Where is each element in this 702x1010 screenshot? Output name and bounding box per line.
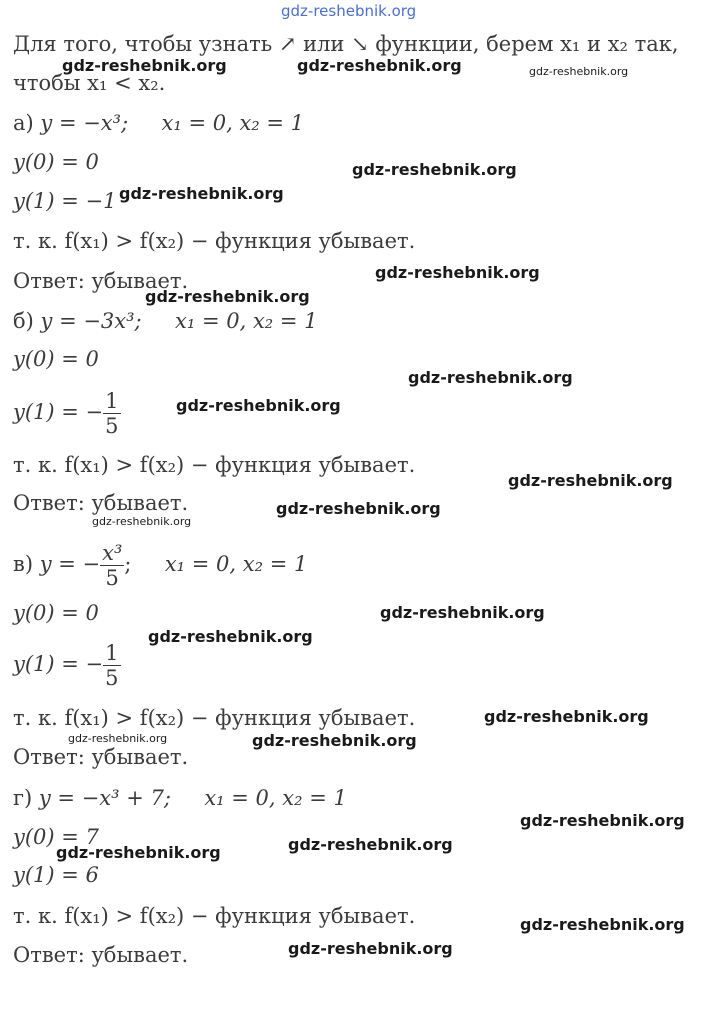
part-c-label: в) [13, 552, 34, 576]
part-c-reason: т. к. f(x₁) > f(x₂) − функция убывает. [13, 706, 416, 730]
watermark: gdz-reshebnik.org [352, 160, 517, 179]
watermark: gdz-reshebnik.org [148, 627, 313, 646]
part-b-reason: т. к. f(x₁) > f(x₂) − функция убывает. [13, 453, 416, 477]
watermark: gdz-reshebnik.org [56, 843, 221, 862]
watermark: gdz-reshebnik.org [380, 603, 545, 622]
part-c-y1-fraction [103, 641, 120, 690]
part-d-y0: y(0) = 7 [13, 825, 99, 849]
part-b-points: x₁ = 0, x₂ = 1 [175, 309, 318, 333]
watermark: gdz-reshebnik.org [375, 263, 540, 282]
part-c-formula-fraction [100, 541, 124, 590]
part-a-formula: y = −x³; [40, 111, 129, 135]
part-b-answer: Ответ: убывает. [13, 491, 189, 515]
watermark: gdz-reshebnik.org [520, 915, 685, 934]
part-c-points: x₁ = 0, x₂ = 1 [164, 552, 308, 576]
part-c-formula-prefix: y = − [39, 552, 101, 576]
part-c-y1-denominator: 5 [105, 666, 119, 690]
watermark: gdz-reshebnik.org [508, 471, 673, 490]
part-a-points: x₁ = 0, x₂ = 1 [161, 111, 305, 135]
part-b-y1 [13, 382, 121, 442]
watermark: gdz-reshebnik.org [408, 368, 573, 387]
part-b-label: б) [13, 309, 34, 333]
watermark: gdz-reshebnik.org [297, 56, 462, 75]
part-b-y1-denominator: 5 [105, 414, 119, 438]
part-a-label: а) [13, 111, 34, 135]
part-b-formula: y = −3x³; [40, 309, 142, 333]
watermark: gdz-reshebnik.org [252, 731, 417, 750]
part-d-points: x₁ = 0, x₂ = 1 [204, 786, 347, 810]
watermark: gdz-reshebnik.org [520, 811, 685, 830]
part-c-y1-prefix: y(1) = − [13, 652, 104, 676]
part-d-answer: Ответ: убывает. [13, 943, 189, 967]
part-a-function [13, 110, 304, 136]
part-c-y1-numerator: 1 [105, 641, 119, 665]
watermark: gdz-reshebnik.org [68, 732, 168, 745]
watermark: gdz-reshebnik.org [92, 515, 192, 528]
part-b-y0: y(0) = 0 [13, 347, 99, 371]
part-c-formula-denominator: 5 [100, 565, 124, 590]
part-b-y1-numerator: 1 [105, 389, 119, 413]
part-a-answer: Ответ: убывает. [13, 269, 189, 293]
watermark: gdz-reshebnik.org [276, 499, 441, 518]
part-c-y1 [13, 634, 121, 694]
intro-line-1: Для того, чтобы узнать ↗ или ↘ функции, берем x₁ и x₂ так, [13, 32, 679, 56]
watermark: gdz-reshebnik.org [484, 707, 649, 726]
part-c-formula-numerator: x³ [102, 541, 123, 565]
watermark-top: gdz-reshebnik.org [281, 2, 417, 20]
part-a-y0: y(0) = 0 [13, 150, 99, 174]
watermark: gdz-reshebnik.org [288, 939, 453, 958]
part-c-y0: y(0) = 0 [13, 601, 99, 625]
watermark: gdz-reshebnik.org [176, 396, 341, 415]
part-a-y1: y(1) = −1 [13, 189, 117, 213]
part-d-reason: т. к. f(x₁) > f(x₂) − функция убывает. [13, 904, 416, 928]
part-b-function [13, 308, 318, 334]
watermark: gdz-reshebnik.org [529, 65, 629, 78]
part-c-formula-suffix: ; [124, 552, 132, 576]
part-b-y1-prefix: y(1) = − [13, 400, 104, 424]
intro-line-2: чтобы x₁ < x₂. [13, 71, 166, 95]
part-d-function [13, 785, 347, 811]
part-d-label: г) [13, 786, 33, 810]
part-c-function [13, 534, 307, 594]
part-d-formula: y = −x³ + 7; [38, 786, 171, 810]
part-d-y1: y(1) = 6 [13, 863, 99, 887]
part-c-answer: Ответ: убывает. [13, 745, 189, 769]
watermark: gdz-reshebnik.org [288, 835, 453, 854]
part-b-y1-fraction [103, 389, 120, 438]
watermark: gdz-reshebnik.org [119, 184, 284, 203]
part-a-reason: т. к. f(x₁) > f(x₂) − функция убывает. [13, 229, 416, 253]
watermark: gdz-reshebnik.org [145, 287, 310, 306]
watermark: gdz-reshebnik.org [62, 56, 227, 75]
